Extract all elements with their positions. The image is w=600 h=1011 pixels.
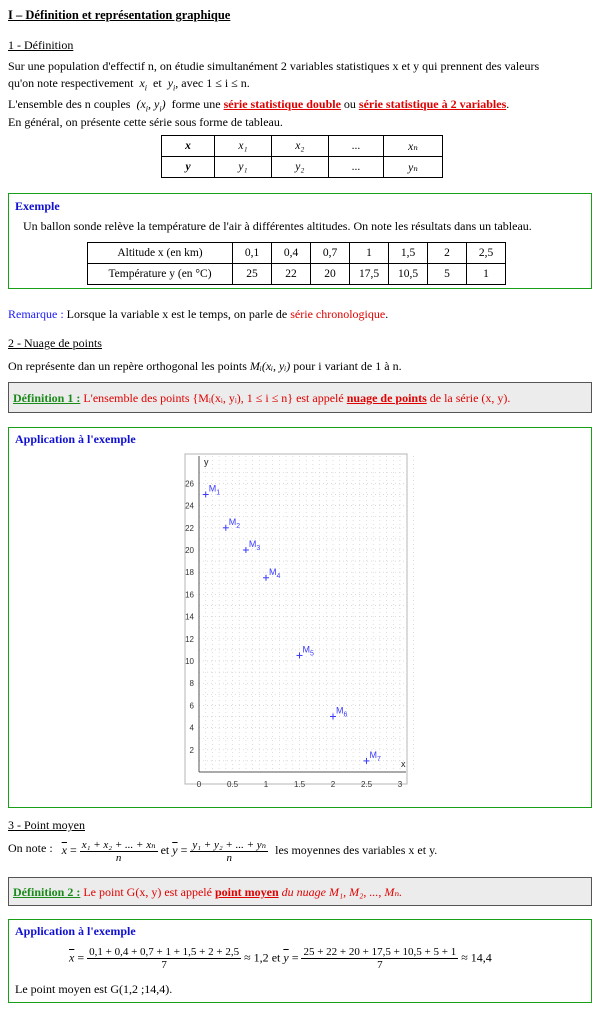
y-tick-label: 16 [185,590,194,600]
mean-conclusion: Le point moyen est G(1,2 ;14,4). [15,982,173,996]
generic-series-table [161,135,443,178]
remark [8,307,388,322]
mean-formula-line: On note : $\overline{x}$ = $\frac{\text{x₁ + x₂ + ... + xₙ}}{n}$ et $\overline{y}$ = $\frac{\text{y₁ + y₂ + ... + yₙ}}{n}$ les moyennes des variables x et y. [8,839,438,864]
y-tick-label: 26 [185,479,194,489]
table-cell: x₂ [271,136,328,157]
x-mean-result: ≈ 1,2 [244,950,269,965]
y-tick-label: 10 [185,657,194,666]
term-nuage-de-points: nuage de points [346,391,427,405]
y-tick-label: 18 [185,568,194,578]
row-label: Altitude x (en km) [88,243,233,264]
y-tick-label: 12 [185,634,194,644]
table-cell: 22 [272,264,311,285]
math-xbar: $\overline{x}$ [69,950,75,965]
y-tick-label: 2 [189,745,194,755]
table-cell: yₙ [384,157,443,178]
point-label-index: 2 [236,522,241,530]
fraction-y-mean [190,838,268,864]
text: . [506,97,510,111]
y-tick-label: 24 [185,501,194,511]
math-ybar: $\overline{y}$ [172,842,178,857]
point-label: $M_2$ [228,516,241,530]
x-tick-label: 3 [397,780,403,789]
application-2-title: Application à l'exemple [15,924,136,938]
table-row [88,264,506,285]
def-paragraph-4: En général, on présente cette série sous forme de tableau. [8,115,283,129]
application-title: Application à l'exemple [15,432,136,446]
text: et [271,950,281,965]
x-tick-label: 0.5 [226,780,239,789]
fraction-y-computation [301,946,458,971]
x-tick-label: 1.5 [293,780,306,789]
term-serie-2-variables: série statistique à 2 variables [358,97,507,111]
table-cell: 2,5 [467,243,506,264]
plot-area [185,454,407,784]
table-cell: y₂ [271,157,328,178]
text: du nuage M₁, M₂, ..., Mₙ. [281,885,403,899]
table-cell: 1 [467,264,506,285]
mean-computation: $\overline{x}$ = $\frac{0,1 + 0,4 + 0,7 + 1 + 1,5 + 2 + 2,5}{7}$ ≈ 1,2 et $\overline{y}$ = $\frac{25 + 22 + 20 + 17,5 + 10,5 + 5 + 1}{7}$ ≈ 14,4 [69,946,492,971]
point-label: $M_7$ [369,749,381,763]
definition-1-box [8,382,592,413]
section-title: I – Définition et représentation graphique [8,8,231,22]
denominator: n [115,852,122,864]
x-tick-label: 2.5 [360,780,373,789]
application-2-box [8,919,592,1003]
point-label: $M_5$ [302,644,314,658]
point-label: $M_6$ [336,705,348,719]
fraction-x-mean [80,838,158,864]
definition-2-box [8,877,592,906]
application-box [8,427,592,808]
denominator: 7 [161,959,167,971]
table-cell: ... [328,157,383,178]
x-tick-label: 1 [263,780,269,789]
denominator: 7 [377,959,383,971]
x-tick-label: 0 [196,780,202,789]
example-title: Exemple [15,199,60,213]
math-xbar: $\overline{x}$ [61,842,67,857]
point-label-index: 4 [276,572,281,580]
denominator: n [226,852,232,864]
text: Lorsque la variable x est le temps, on parle de [66,307,288,321]
text: , avec 1 ≤ i ≤ n. [175,76,250,90]
table-row [162,157,443,178]
y-tick-label: 22 [185,523,194,533]
point-label-index: 1 [216,489,221,497]
text: et [153,76,162,90]
math-ybar: $\overline{y}$ [283,950,289,965]
y-axis-label: y [204,457,209,467]
text: forme une [171,97,221,111]
heading-nuage: 2 - Nuage de points [8,336,102,350]
table-row [88,243,506,264]
numerator: 0,1 + 0,4 + 0,7 + 1 + 1,5 + 2 + 2,5 [89,946,240,958]
text: L'ensemble des points {Mᵢ(xᵢ, yᵢ), 1 ≤ i ≤ n} est appelé [83,391,344,405]
term-serie-chronologique: série chronologique [290,307,386,321]
text: pour i variant de 1 à n. [293,359,402,373]
nuage-paragraph [8,359,402,374]
point-label-index: 5 [310,650,314,658]
row-label: Température y (en °C) [88,264,233,285]
table-cell: xₙ [384,136,443,157]
definition-1-text [13,391,510,406]
table-cell: x₁ [215,136,272,157]
text: L'ensemble des n couples [8,97,131,111]
remark-label: Remarque : [8,307,64,321]
point-label-index: 3 [256,545,261,552]
y-tick-label: 4 [189,723,194,733]
x-axis-label: x [401,759,406,769]
y-mean-result: ≈ 14,4 [461,950,492,965]
y-tick-label: 20 [185,546,194,555]
table-cell: 10,5 [389,264,428,285]
heading-point-moyen: 3 - Point moyen [8,818,85,832]
text: On note : [8,840,53,855]
point-label: $M_3$ [248,539,261,552]
numerator: 25 + 22 + 20 + 17,5 + 10,5 + 5 + 1 [303,946,457,958]
fraction-x-computation [87,946,241,971]
table-cell: y [162,157,215,178]
table-cell: 0,4 [272,243,311,264]
def-paragraph-3: L'ensemble des n couples ($x_i$, $y_i$) forme une série statistique double ou série statistique à 2 variables. [8,97,510,114]
example-text: Un ballon sonde relève la température de l'air à différentes altitudes. On note les résultats dans un tableau. [23,219,532,233]
text: et [160,842,170,857]
y-tick-label: 14 [185,612,194,622]
definition-2-label: Définition 2 : [13,885,81,899]
table-cell: 20 [311,264,350,285]
text: . [385,307,389,321]
y-tick-label: 8 [189,679,194,689]
table-cell: 1,5 [389,243,428,264]
table-cell: 2 [428,243,467,264]
text: de la série (x, y). [429,391,511,405]
text: Le point G(x, y) est appelé [83,885,212,899]
table-cell: y₁ [215,157,272,178]
numerator: x₁ + x₂ + ... + xₙ [81,839,156,851]
term-serie-double: série statistique double [223,97,341,111]
table-row [162,136,443,157]
point-label-index: 6 [343,711,348,719]
table-cell: 0,7 [311,243,350,264]
text: ou [343,97,356,111]
table-cell: 17,5 [350,264,389,285]
definition-1-label: Définition 1 : [13,391,81,405]
scatter-chart [177,452,417,802]
term-point-moyen: point moyen [214,885,279,899]
table-cell: ... [328,136,383,157]
y-tick-label: 6 [189,701,194,711]
text: qu'on note respectivement [8,76,134,90]
table-cell: 1 [350,243,389,264]
table-cell: 0,1 [233,243,272,264]
point-label: $M_1$ [208,483,221,497]
numerator: y₁ + y₂ + ... + yₙ [192,839,267,851]
table-cell: 5 [428,264,467,285]
text: On représente dan un repère orthogonal les points [8,359,247,373]
table-cell: 25 [233,264,272,285]
point-label: $M_4$ [269,566,281,580]
example-box [8,193,592,289]
def-paragraph-2: qu'on note respectivement $x_i$ et $y_i$, avec 1 ≤ i ≤ n. [8,76,250,93]
x-tick-label: 2 [330,780,336,789]
def-paragraph-1: Sur une population d'effectif n, on étudie simultanément 2 variables statistiques x et y qui prennent des valeurs [8,59,540,73]
example-table [87,242,506,285]
heading-definition: 1 - Définition [8,38,74,52]
table-cell: x [162,136,215,157]
point-label-index: 7 [377,755,381,763]
text: les moyennes des variables x et y. [275,842,438,857]
math-point: Mᵢ(xᵢ, yᵢ) [249,359,291,373]
definition-2-text [13,885,402,900]
